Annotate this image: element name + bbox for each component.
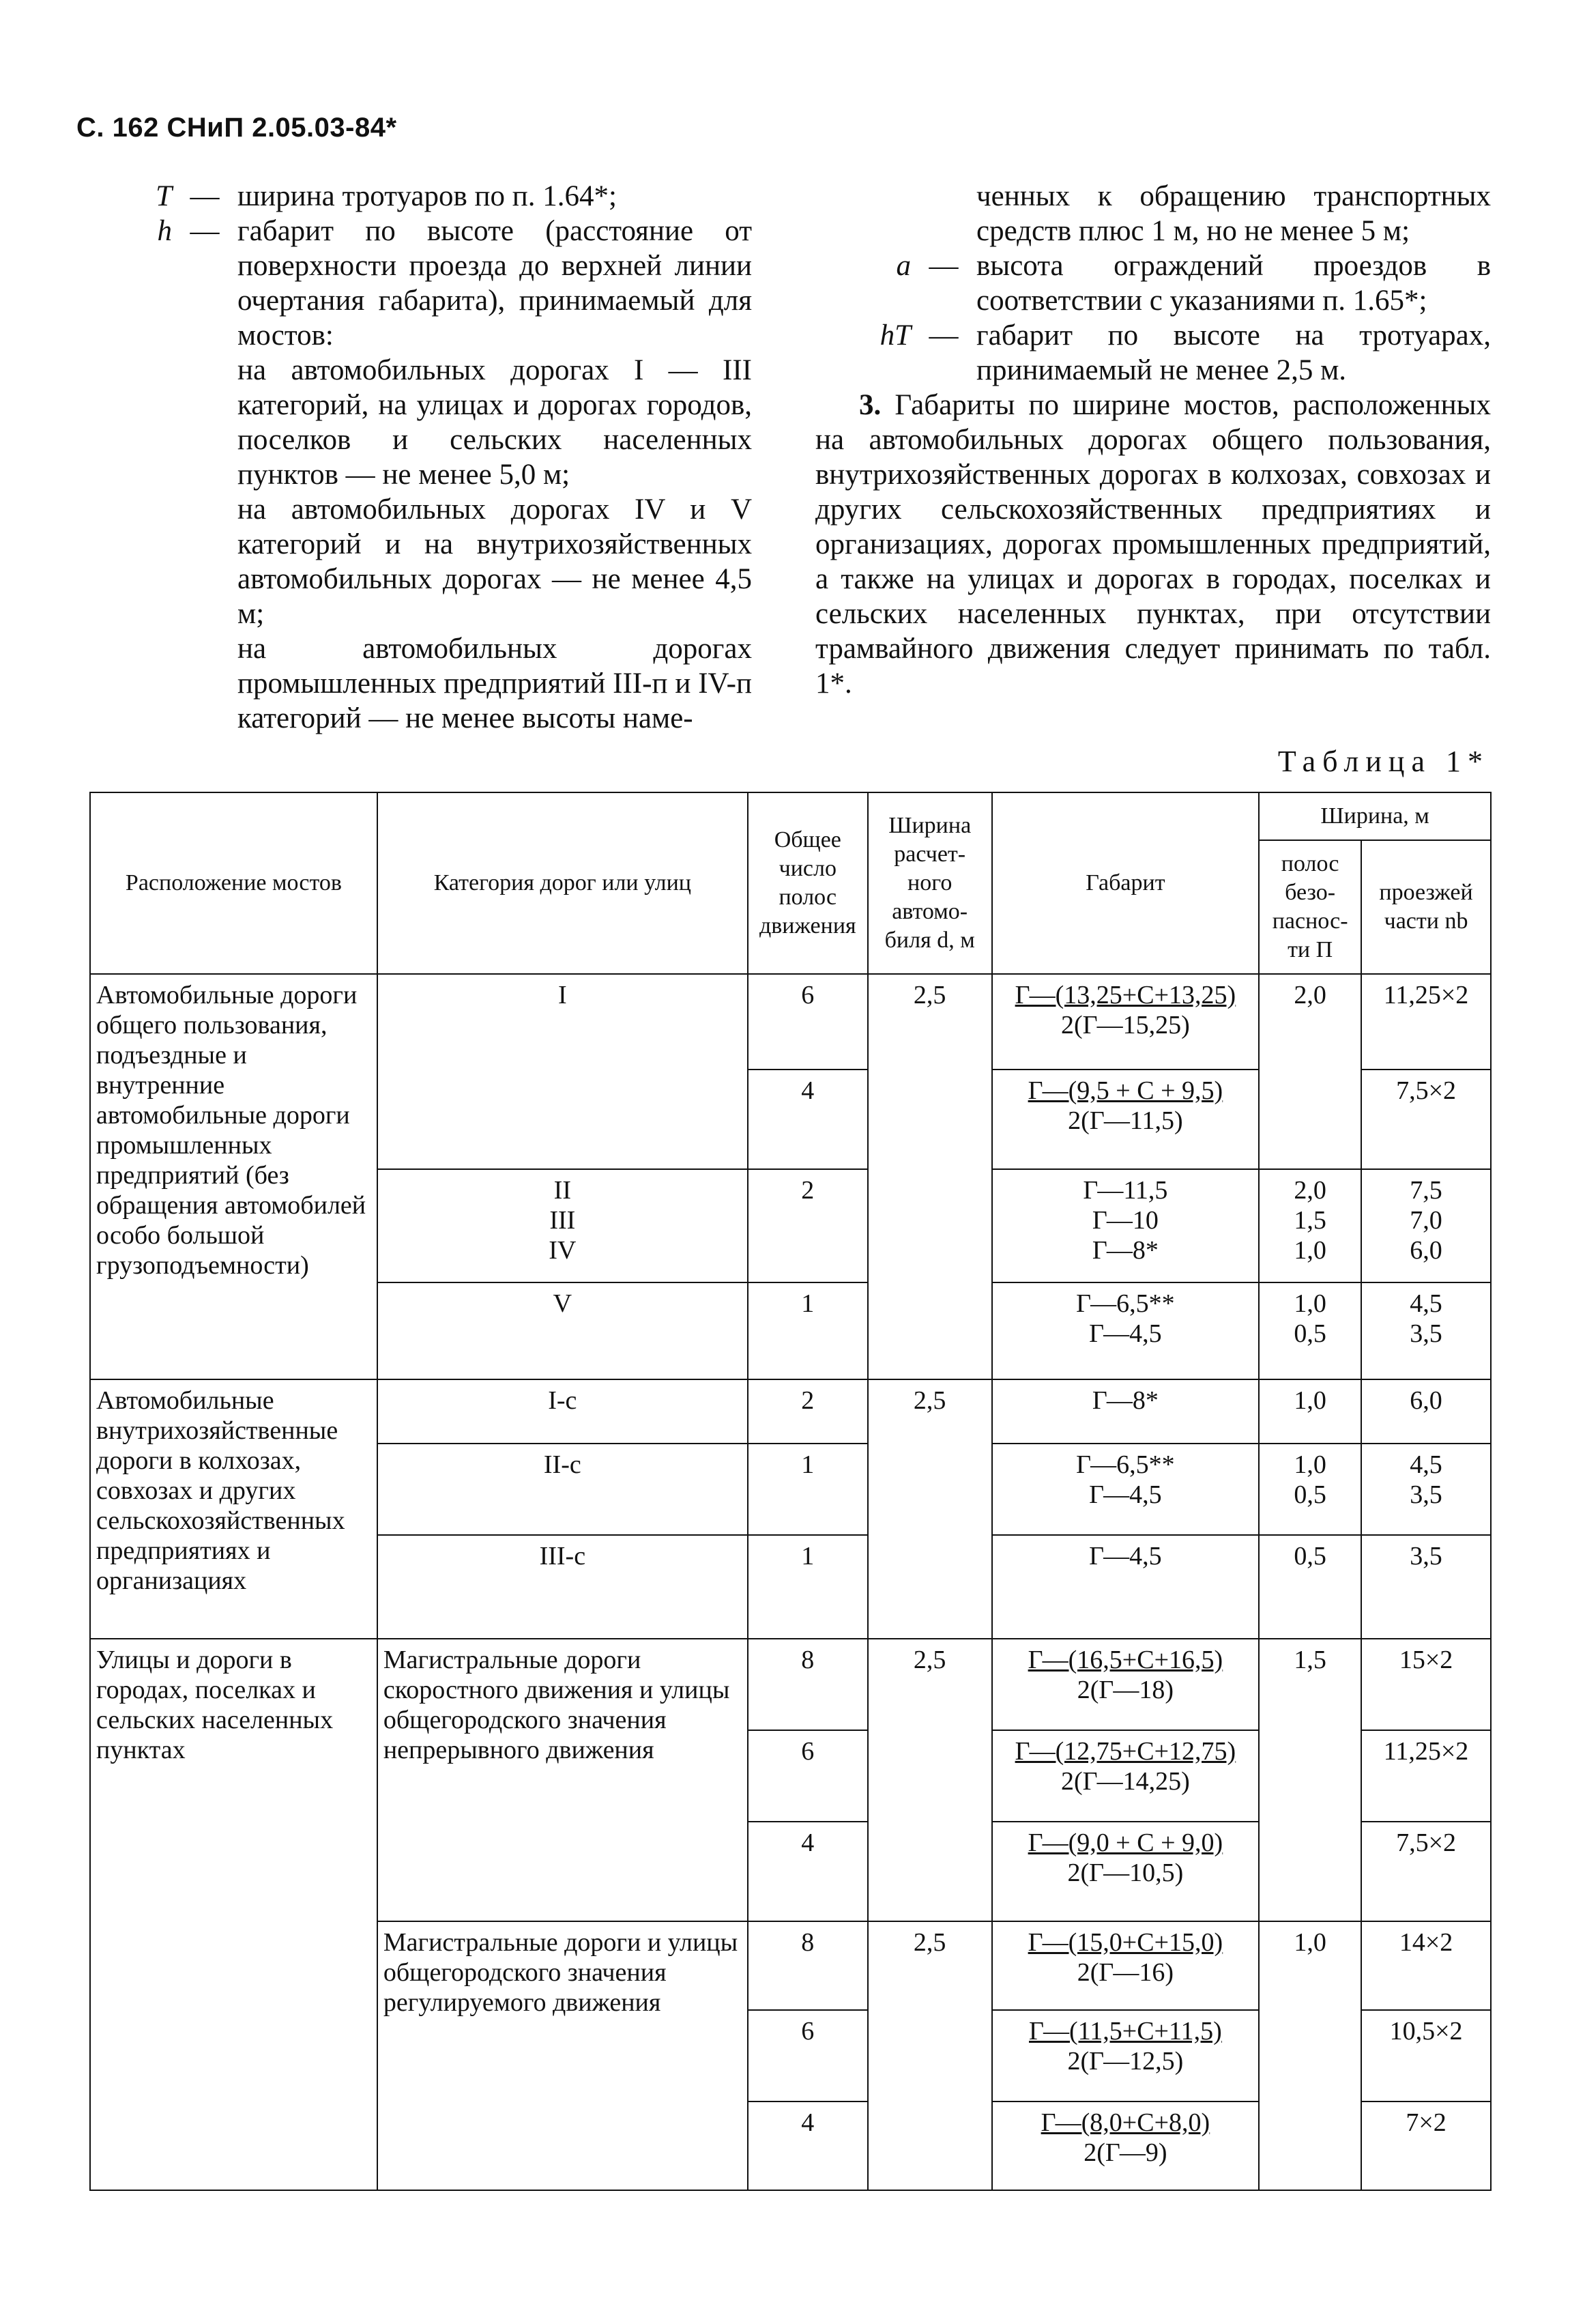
right-column bbox=[815, 179, 1491, 701]
category-cell: II-с bbox=[377, 1444, 748, 1535]
table-header-row bbox=[90, 792, 1491, 840]
carriage-cell: 15×2 bbox=[1361, 1639, 1491, 1730]
safety-cell: 1,5 bbox=[1259, 1639, 1361, 1921]
category-cell: I-с bbox=[377, 1379, 748, 1444]
symbol: h bbox=[157, 215, 172, 247]
lanes-cell: 6 bbox=[748, 974, 868, 1070]
carriage-cell: 11,25×2 bbox=[1361, 1730, 1491, 1822]
gabarit-cell bbox=[992, 1822, 1260, 1921]
category-cell: I bbox=[377, 974, 748, 1169]
gabarit-numerator: Г—(9,5 + С + 9,5) bbox=[1028, 1076, 1223, 1105]
safety-cell: 1,0 bbox=[1259, 1379, 1361, 1444]
gabarit-cell bbox=[992, 2010, 1260, 2101]
lanes-cell: 1 bbox=[748, 1282, 868, 1379]
symbol: hT bbox=[880, 319, 911, 352]
definition-continuation: на автомобильных дорогах промышленных предприятий III-п и IV-п категорий — не менее высоты наме- bbox=[237, 633, 752, 734]
lanes-cell: 6 bbox=[748, 2010, 868, 2101]
definition-text: высота ограждений проездов в соответствии с указаниями п. 1.65*; bbox=[976, 250, 1491, 317]
paragraph-number: 3. bbox=[859, 389, 882, 421]
gabarit-cell bbox=[992, 1070, 1260, 1169]
gabarit-denominator: 2(Г—18) bbox=[1077, 1676, 1174, 1704]
page-header: С. 162 СНиП 2.05.03-84* bbox=[76, 113, 397, 143]
gabarit-numerator: Г—(13,25+С+13,25) bbox=[1015, 981, 1236, 1009]
carriage-cell: 4,5 3,5 bbox=[1361, 1444, 1491, 1535]
lanes-cell: 4 bbox=[748, 1070, 868, 1169]
gabarit-cell: Г—6,5** Г—4,5 bbox=[992, 1282, 1260, 1379]
safety-cell: 0,5 bbox=[1259, 1535, 1361, 1639]
header-gabarit: Габарит bbox=[992, 792, 1260, 974]
gabarit-numerator: Г—(12,75+С+12,75) bbox=[1015, 1737, 1236, 1766]
gabarit-cell bbox=[992, 1921, 1260, 2010]
symbol: T bbox=[156, 180, 172, 212]
lanes-cell: 1 bbox=[748, 1444, 868, 1535]
table-row bbox=[90, 974, 1491, 1070]
gabarit-denominator: 2(Г—15,25) bbox=[1060, 1011, 1190, 1039]
gabarit-table bbox=[89, 792, 1492, 2191]
definition-text: ширина тротуаров по п. 1.64*; bbox=[237, 180, 617, 212]
dash: — bbox=[929, 250, 959, 282]
definition-continuation: на автомобильных дорогах IV и V категорий и на внутрихозяйственных автомобильных дорогах — не менее 4,5 м; bbox=[237, 493, 752, 630]
carriage-cell: 7,5×2 bbox=[1361, 1070, 1491, 1169]
gabarit-cell: Г—6,5** Г—4,5 bbox=[992, 1444, 1260, 1535]
car-width-cell: 2,5 bbox=[868, 1379, 992, 1639]
gabarit-cell: Г—8* bbox=[992, 1379, 1260, 1444]
category-cell: Магистральные дороги скоростного движения и улицы общегородского значения непрерывного движения bbox=[377, 1639, 748, 1921]
location-cell: Автомобильные дороги общего пользования, подъездные и внутренние автомобильные дороги промышленных предприятий (без обращения автомобилей особо большой грузоподъемности) bbox=[90, 974, 377, 1379]
gabarit-denominator: 2(Г—10,5) bbox=[1067, 1859, 1184, 1887]
category-cell: Магистральные дороги и улицы общегородского значения регулируемого движения bbox=[377, 1921, 748, 2190]
gabarit-numerator: Г—(15,0+С+15,0) bbox=[1028, 1928, 1223, 1957]
gabarit-cell bbox=[992, 1639, 1260, 1730]
gabarit-cell bbox=[992, 1730, 1260, 1822]
gabarit-cell bbox=[992, 2101, 1260, 2190]
carriage-cell: 7,5 7,0 6,0 bbox=[1361, 1169, 1491, 1282]
category-cell: II III IV bbox=[377, 1169, 748, 1282]
gabarit-denominator: 2(Г—11,5) bbox=[1068, 1106, 1183, 1135]
header-car-width: Ширина расчет-ного автомо-биля d, м bbox=[868, 792, 992, 974]
header-carriage: проезжей части nb bbox=[1361, 840, 1491, 974]
gabarit-numerator: Г—(16,5+С+16,5) bbox=[1028, 1646, 1223, 1674]
definition-continuation: ченных к обращению транспортных средств плюс 1 м, но не менее 5 м; bbox=[976, 180, 1491, 247]
table-row bbox=[90, 1639, 1491, 1730]
gabarit-numerator: Г—(11,5+С+11,5) bbox=[1029, 2017, 1222, 2046]
definition-h bbox=[76, 214, 752, 353]
left-column bbox=[76, 179, 752, 736]
header-category: Категория дорог или улиц bbox=[377, 792, 748, 974]
lanes-cell: 8 bbox=[748, 1639, 868, 1730]
gabarit-numerator: Г—(9,0 + С + 9,0) bbox=[1028, 1828, 1223, 1857]
symbol: a bbox=[896, 250, 911, 282]
carriage-cell: 11,25×2 bbox=[1361, 974, 1491, 1070]
header-safety: полос безо-паснос-ти П bbox=[1259, 840, 1361, 974]
safety-cell: 2,0 1,5 1,0 bbox=[1259, 1169, 1361, 1282]
dash: — bbox=[929, 319, 959, 352]
gabarit-cell bbox=[992, 974, 1260, 1070]
header-location: Расположение мостов bbox=[90, 792, 377, 974]
definition-continuation: на автомобильных дорогах I — III категорий, на улицах и дорогах городов, поселков и сельских населенных пунктов — не менее 5,0 м; bbox=[237, 354, 752, 491]
definition-a bbox=[815, 248, 1491, 318]
car-width-cell: 2,5 bbox=[868, 974, 992, 1379]
carriage-cell: 3,5 bbox=[1361, 1535, 1491, 1639]
category-cell: V bbox=[377, 1282, 748, 1379]
definition-text: габарит по высоте (расстояние от поверхности проезда до верхней линии очертания габарита), принимаемый для мостов: bbox=[237, 215, 752, 352]
gabarit-cell: Г—11,5 Г—10 Г—8* bbox=[992, 1169, 1260, 1282]
definition-t bbox=[76, 179, 752, 214]
category-cell: III-с bbox=[377, 1535, 748, 1639]
gabarit-denominator: 2(Г—16) bbox=[1077, 1958, 1174, 1987]
lanes-cell: 6 bbox=[748, 1730, 868, 1822]
gabarit-cell: Г—4,5 bbox=[992, 1535, 1260, 1639]
carriage-cell: 14×2 bbox=[1361, 1921, 1491, 2010]
lanes-cell: 2 bbox=[748, 1169, 868, 1282]
gabarit-denominator: 2(Г—14,25) bbox=[1060, 1767, 1190, 1796]
carriage-cell: 7,5×2 bbox=[1361, 1822, 1491, 1921]
dash: — bbox=[190, 215, 220, 247]
gabarit-denominator: 2(Г—12,5) bbox=[1067, 2047, 1184, 2076]
gabarit-denominator: 2(Г—9) bbox=[1084, 2138, 1167, 2167]
lanes-cell: 1 bbox=[748, 1535, 868, 1639]
definition-text: габарит по высоте на тротуарах, принимаемый не менее 2,5 м. bbox=[976, 319, 1491, 386]
car-width-cell: 2,5 bbox=[868, 1921, 992, 2190]
carriage-cell: 7×2 bbox=[1361, 2101, 1491, 2190]
carriage-cell: 6,0 bbox=[1361, 1379, 1491, 1444]
lanes-cell: 2 bbox=[748, 1379, 868, 1444]
safety-cell: 1,0 0,5 bbox=[1259, 1444, 1361, 1535]
lanes-cell: 8 bbox=[748, 1921, 868, 2010]
car-width-cell: 2,5 bbox=[868, 1639, 992, 1921]
safety-cell: 1,0 0,5 bbox=[1259, 1282, 1361, 1379]
table-caption: Таблица 1* bbox=[1277, 745, 1489, 778]
carriage-cell: 4,5 3,5 bbox=[1361, 1282, 1491, 1379]
paragraph-3 bbox=[815, 388, 1491, 701]
carriage-cell: 10,5×2 bbox=[1361, 2010, 1491, 2101]
gabarit-numerator: Г—(8,0+С+8,0) bbox=[1041, 2108, 1210, 2137]
dash: — bbox=[190, 180, 220, 212]
safety-cell: 1,0 bbox=[1259, 1921, 1361, 2190]
paragraph-text: Габариты по ширине мостов, расположенных на автомобильных дорогах общего пользования, внутрихозяйственных дорогах в колхозах, совхозах и других сельскохозяйственных предприятиях и организациях, дорогах промышленных предприятий, а также на улицах и дорогах в городах, поселках и сельских населенных пунктах, при отсутствии трамвайного движения следует принимать по табл. 1*. bbox=[815, 389, 1491, 700]
location-cell: Улицы и дороги в городах, поселках и сельских населенных пунктах bbox=[90, 1639, 377, 2190]
header-lanes: Общее число полос движения bbox=[748, 792, 868, 974]
lanes-cell: 4 bbox=[748, 1822, 868, 1921]
safety-cell: 2,0 bbox=[1259, 974, 1361, 1169]
location-cell: Автомобильные внутрихозяйственные дороги в колхозах, совхозах и других сельскохозяйственных предприятиях и организациях bbox=[90, 1379, 377, 1639]
header-width-group: Ширина, м bbox=[1259, 792, 1491, 840]
table-row bbox=[90, 1379, 1491, 1444]
definition-ht bbox=[815, 318, 1491, 388]
lanes-cell: 4 bbox=[748, 2101, 868, 2190]
